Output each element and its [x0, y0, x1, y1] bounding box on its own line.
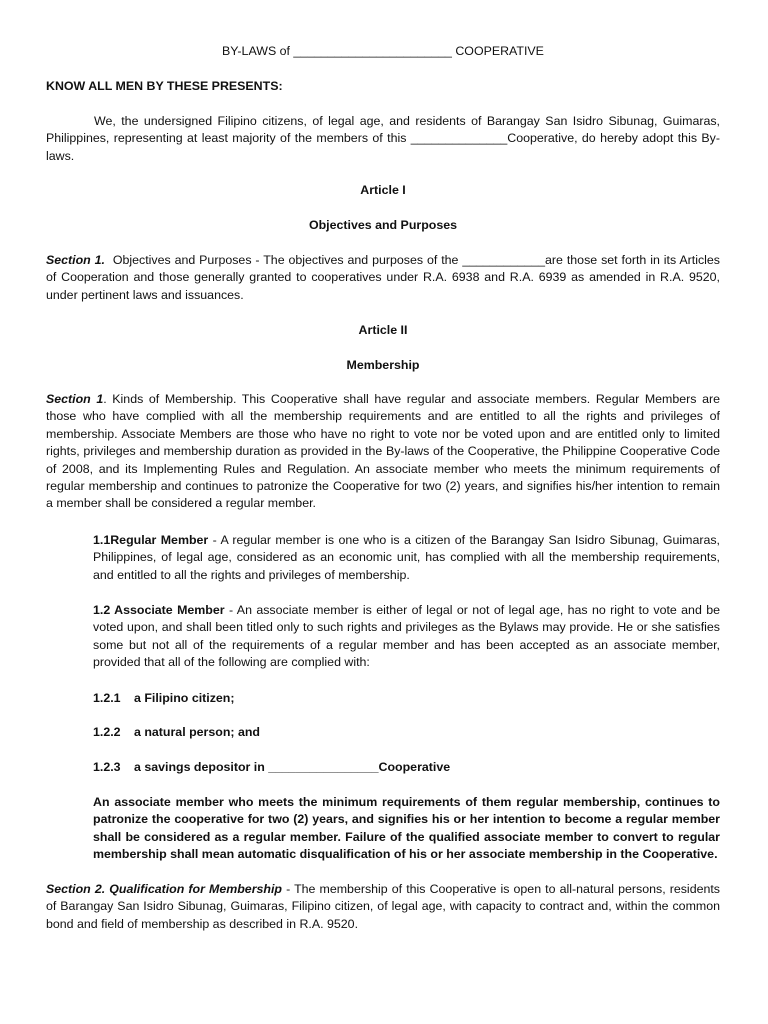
- document-title: BY-LAWS of _______________________ COOPERATIVE: [222, 44, 544, 58]
- associate-member-text: - An associate member is either of legal or not of legal age, has no right to vote and be voted upon, and shall been titled only to such rights and privileges as the Bylaws may provide. He or she satisfies some but not all of the requirements of a regular member and has been accepted as an associate member, provided that all of the following are complied with:: [93, 603, 721, 670]
- associate-note-paragraph: An associate member who meets the minimum requirements of them regular membership, continues to patronize the cooperative for two (2) years, and signifies his or her intention to become a regular member shall be considered as a regular member. Failure of the qualified associate member to convert to regular membership shall mean automatic disqualification of his or her associate membership in the Cooperative.: [93, 795, 720, 862]
- article-2-heading: Article II: [358, 323, 408, 337]
- article-1-section-1: [46, 252, 720, 304]
- article-2-section-1: [46, 391, 720, 513]
- regular-member-paragraph: [93, 532, 720, 584]
- section-text: Objectives and Purposes - The objectives and purposes of the ____________are those set forth in its Articles of Cooperation and those generally granted to cooperatives under R.A. 6938 and R.A. 6939 as amended in R.A. 9520, under pertinent laws and issuances.: [46, 253, 720, 302]
- article-1-heading: Article I: [360, 183, 406, 197]
- section-label: Section 2. Qualification for Membership: [46, 882, 282, 896]
- article-2-title: Membership: [346, 358, 420, 372]
- requirement-item: 1.2.2 a natural person; and: [93, 725, 260, 739]
- requirement-item: 1.2.1 a Filipino citizen;: [93, 691, 235, 705]
- opening-line: KNOW ALL MEN BY THESE PRESENTS:: [46, 79, 283, 93]
- section-label: Section 1.: [46, 253, 105, 267]
- associate-member-label: 1.2 Associate Member: [93, 603, 225, 617]
- requirement-item: 1.2.3 a savings depositor in ________________Cooperative: [93, 760, 451, 774]
- preamble-paragraph: We, the undersigned Filipino citizens, of legal age, and residents of Barangay San Isidro Sibunag, Guimaras, Philippines, representing at least majority of the members of this ______________Cooperative, do hereby adopt this By-laws.: [46, 114, 720, 163]
- article-2-section-2: [46, 881, 720, 933]
- associate-member-paragraph: [93, 602, 720, 672]
- article-1-title: Objectives and Purposes: [308, 218, 458, 232]
- section-text: . Kinds of Membership. This Cooperative shall have regular and associate members. Regular Members are those who have complied with all the membership requirements and are entitled to all the rights and privileges of membership. Associate Members are those who have no right to vote nor be voted upon and are entitled only to limited rights, privileges and membership duration as provided in the By-laws of the Cooperative, the Philippine Cooperative Code of 2008, and its Implementing Rules and Regulation. An associate member who meets the minimum requirements of regular membership and continues to patronize the Cooperative for two (2) years, and signifies his/her intention to remain a member shall be considered a regular member.: [46, 392, 720, 511]
- section-text: - The membership of this Cooperative is open to all-natural persons, residents of Barangay San Isidro Sibunag, Guimaras, Filipino citizen, of legal age, with capacity to contract and, within the common bond and field of membership as described in R.A. 9520.: [46, 882, 720, 931]
- regular-member-label: 1.1Regular Member: [93, 533, 209, 547]
- section-label: Section 1: [46, 392, 104, 406]
- regular-member-text: - A regular member is one who is a citizen of the Barangay San Isidro Sibunag, Guimaras, Philippines, of legal age, considered as an economic unit, has complied with all the membership requirements, and entitled to all the rights and privileges of membership.: [93, 533, 720, 582]
